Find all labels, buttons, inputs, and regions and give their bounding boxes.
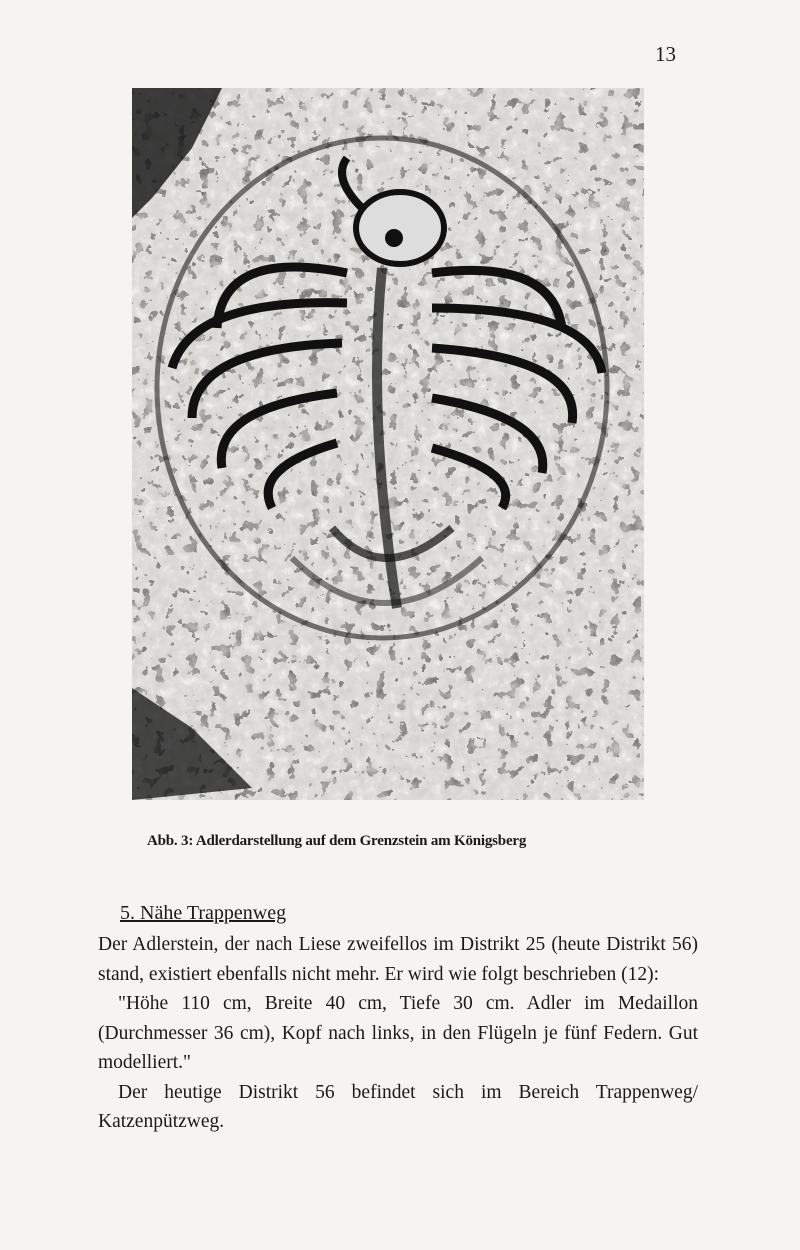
- eagle-stone-photo: [132, 88, 644, 800]
- page-number: 13: [655, 42, 676, 66]
- section-heading: 5. Nähe Trappenweg: [120, 902, 287, 924]
- figure-caption: Abb. 3: Adlerdarstellung auf dem Grenzstein am Königsberg: [147, 833, 527, 849]
- section-body: [98, 930, 698, 1137]
- eagle-relief-image: [132, 88, 644, 800]
- paragraph: Der Adlerstein, der nach Liese zweifellos im Distrikt 25 (heute Distrikt 56) stand, existiert ebenfalls nicht mehr. Er wird wie folgt beschrieben (12):: [98, 934, 698, 985]
- quote-paragraph: "Höhe 110 cm, Breite 40 cm, Tiefe 30 cm. Adler im Medaillon (Durchmesser 36 cm), Kopf nach links, in den Flügeln je fünf Federn. Gut modelliert.": [98, 993, 698, 1073]
- paragraph: Der heutige Distrikt 56 befindet sich im Bereich Trappenweg/ Katzenpützweg.: [98, 1081, 698, 1132]
